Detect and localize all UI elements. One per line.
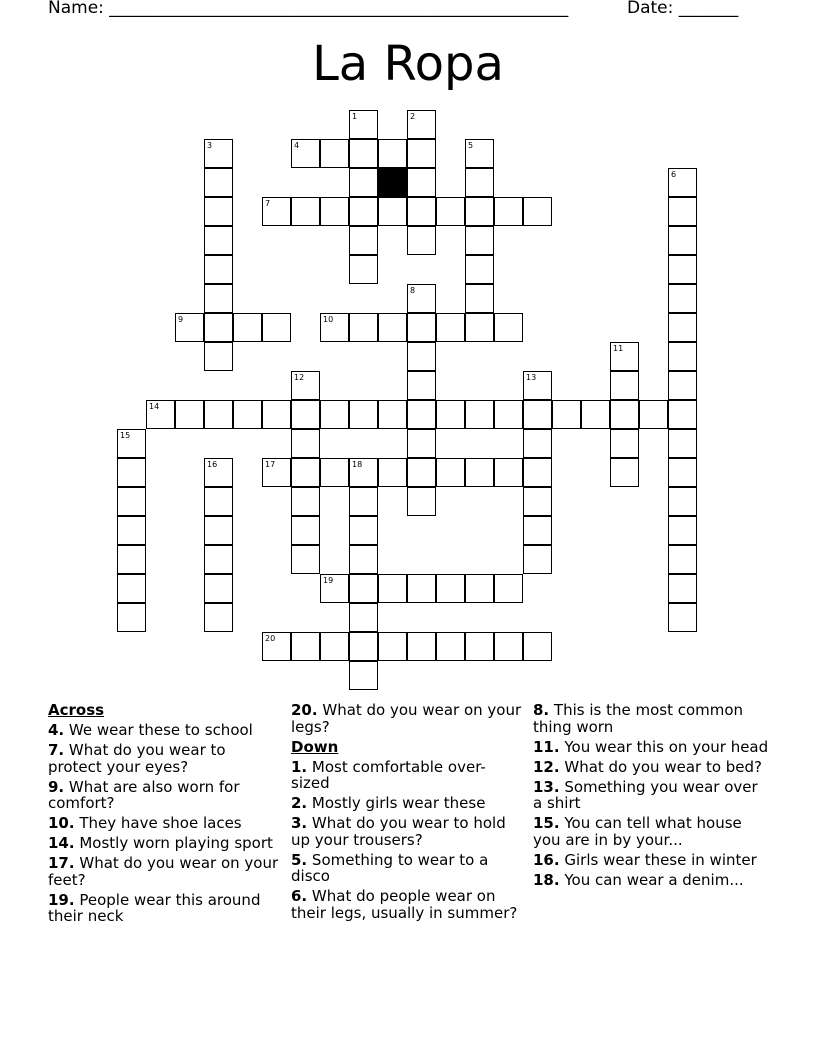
grid-cell[interactable]	[349, 661, 378, 690]
grid-cell[interactable]	[117, 574, 146, 603]
grid-cell[interactable]	[668, 516, 697, 545]
grid-cell[interactable]	[204, 255, 233, 284]
grid-cell[interactable]	[262, 458, 291, 487]
grid-cell[interactable]	[668, 168, 697, 197]
grid-cell[interactable]	[523, 632, 552, 661]
grid-cell[interactable]	[436, 574, 465, 603]
grid-cell[interactable]	[465, 284, 494, 313]
grid-cell[interactable]	[349, 574, 378, 603]
grid-cell[interactable]	[378, 458, 407, 487]
clue-number-18: 18	[352, 460, 363, 469]
grid-cell[interactable]	[117, 429, 146, 458]
grid-cell[interactable]	[349, 313, 378, 342]
grid-cell[interactable]	[204, 574, 233, 603]
clue-number-12: 12	[294, 373, 305, 382]
grid-cell[interactable]	[639, 400, 668, 429]
grid-cell[interactable]	[610, 400, 639, 429]
grid-cell[interactable]	[436, 632, 465, 661]
grid-cell[interactable]	[291, 632, 320, 661]
clue-number-3: 3	[207, 141, 213, 150]
grid-cell[interactable]	[465, 255, 494, 284]
page-title: La Ropa	[312, 36, 504, 92]
grid-cell[interactable]	[262, 400, 291, 429]
clues-column-2	[291, 702, 523, 925]
grid-cell[interactable]	[494, 458, 523, 487]
grid-cell[interactable]	[175, 313, 204, 342]
grid-cell[interactable]	[523, 429, 552, 458]
clue-number-7: 7	[265, 199, 271, 208]
grid-cell[interactable]	[465, 197, 494, 226]
grid-cell[interactable]	[291, 400, 320, 429]
grid-cell[interactable]	[204, 516, 233, 545]
grid-cell[interactable]	[668, 603, 697, 632]
grid-cell[interactable]	[233, 400, 262, 429]
grid-cell[interactable]	[262, 632, 291, 661]
grid-cell[interactable]	[262, 313, 291, 342]
clue-across-14: 14. Mostly worn playing sport	[48, 834, 273, 852]
grid-cell[interactable]	[494, 632, 523, 661]
grid-cell[interactable]	[465, 168, 494, 197]
grid-cell[interactable]	[436, 197, 465, 226]
grid-cell[interactable]	[668, 400, 697, 429]
grid-cell[interactable]	[465, 400, 494, 429]
grid-cell[interactable]	[668, 574, 697, 603]
clue-across-19: 19. People wear this around their neck	[48, 890, 261, 925]
across-heading: Across	[48, 701, 105, 719]
grid-cell[interactable]	[204, 458, 233, 487]
clue-down-6: 6. What do people wear on their legs, usually in summer?	[291, 887, 518, 922]
grid-cell[interactable]	[117, 458, 146, 487]
grid-cell[interactable]	[668, 371, 697, 400]
grid-cell[interactable]	[204, 603, 233, 632]
grid-cell[interactable]	[378, 139, 407, 168]
grid-cell[interactable]	[610, 342, 639, 371]
grid-cell[interactable]	[407, 458, 436, 487]
grid-cell[interactable]	[523, 487, 552, 516]
grid-cell[interactable]	[204, 197, 233, 226]
grid-cell[interactable]	[320, 458, 349, 487]
grid-cell[interactable]	[349, 603, 378, 632]
grid-cell[interactable]	[378, 197, 407, 226]
clue-down-16: 16. Girls wear these in winter	[533, 850, 757, 869]
grid-cell[interactable]	[581, 400, 610, 429]
grid-cell[interactable]	[204, 487, 233, 516]
grid-cell[interactable]	[349, 487, 378, 516]
grid-cell[interactable]	[610, 429, 639, 458]
clue-number-13: 13	[526, 373, 537, 382]
grid-cell[interactable]	[349, 545, 378, 574]
grid-cell[interactable]	[117, 603, 146, 632]
clue-down-18: 18. You can wear a denim...	[533, 870, 744, 889]
clue-across-10: 10. They have shoe laces	[48, 814, 242, 832]
clue-number-5: 5	[468, 141, 474, 150]
grid-block	[378, 168, 407, 197]
grid-cell[interactable]	[146, 400, 175, 429]
grid-cell[interactable]	[465, 458, 494, 487]
grid-cell[interactable]	[349, 168, 378, 197]
clue-number-4: 4	[294, 141, 300, 150]
grid-cell[interactable]	[523, 545, 552, 574]
grid-cell[interactable]	[494, 574, 523, 603]
clue-across-20: 20. What do you wear on your legs?	[291, 701, 522, 736]
grid-cell[interactable]	[204, 139, 233, 168]
date-field[interactable]: Date: _______	[627, 0, 739, 18]
grid-cell[interactable]	[668, 284, 697, 313]
clue-down-5: 5. Something to wear to a disco	[291, 850, 489, 885]
grid-cell[interactable]	[465, 313, 494, 342]
grid-cell[interactable]	[407, 139, 436, 168]
grid-cell[interactable]	[175, 400, 204, 429]
grid-cell[interactable]	[320, 632, 349, 661]
grid-cell[interactable]	[320, 139, 349, 168]
grid-cell[interactable]	[378, 313, 407, 342]
grid-cell[interactable]	[407, 313, 436, 342]
clue-number-14: 14	[149, 402, 160, 411]
clue-across-7: 7. What do you wear to protect your eyes?	[48, 741, 226, 776]
grid-cell[interactable]	[407, 371, 436, 400]
clue-number-11: 11	[613, 344, 624, 353]
clue-number-1: 1	[352, 112, 358, 121]
grid-cell[interactable]	[291, 458, 320, 487]
grid-cell[interactable]	[349, 400, 378, 429]
clue-number-2: 2	[410, 112, 416, 121]
grid-cell[interactable]	[465, 632, 494, 661]
grid-cell[interactable]	[465, 574, 494, 603]
grid-cell[interactable]	[436, 458, 465, 487]
grid-cell[interactable]	[233, 313, 262, 342]
clue-number-8: 8	[410, 286, 416, 295]
grid-cell[interactable]	[291, 429, 320, 458]
grid-cell[interactable]	[668, 313, 697, 342]
grid-cell[interactable]	[349, 110, 378, 139]
clue-across-17: 17. What do you wear on your feet?	[48, 854, 279, 889]
grid-cell[interactable]	[494, 197, 523, 226]
grid-cell[interactable]	[407, 226, 436, 255]
grid-cell[interactable]	[349, 632, 378, 661]
clue-across-4: 4. We wear these to school	[48, 721, 253, 739]
grid-cell[interactable]	[407, 110, 436, 139]
clues-column-1	[48, 702, 280, 928]
grid-cell[interactable]	[349, 255, 378, 284]
clue-number-15: 15	[120, 431, 131, 440]
grid-cell[interactable]	[668, 429, 697, 458]
grid-cell[interactable]	[378, 400, 407, 429]
name-field[interactable]: Name: ______________________________________________________	[48, 0, 569, 18]
grid-cell[interactable]	[204, 168, 233, 197]
grid-cell[interactable]	[407, 632, 436, 661]
clue-down-3: 3. What do you wear to hold up your trousers?	[291, 814, 506, 849]
clue-number-10: 10	[323, 315, 334, 324]
grid-cell[interactable]	[204, 545, 233, 574]
grid-cell[interactable]	[349, 139, 378, 168]
grid-cell[interactable]	[117, 516, 146, 545]
grid-cell[interactable]	[378, 632, 407, 661]
grid-cell[interactable]	[291, 139, 320, 168]
clue-down-2: 2. Mostly girls wear these	[291, 794, 486, 812]
clue-down-12: 12. What do you wear to bed?	[533, 757, 763, 776]
grid-cell[interactable]	[320, 574, 349, 603]
clue-down-15: 15. You can tell what house you are in by your...	[533, 814, 742, 849]
grid-cell[interactable]	[668, 487, 697, 516]
clue-down-1: 1. Most comfortable over-sized	[291, 757, 486, 792]
clue-down-13: 13. Something you wear over a shirt	[533, 777, 758, 812]
clue-down-11: 11. You wear this on your head	[533, 737, 769, 756]
grid-cell[interactable]	[117, 487, 146, 516]
grid-cell[interactable]	[204, 313, 233, 342]
grid-cell[interactable]	[291, 197, 320, 226]
grid-cell[interactable]	[291, 487, 320, 516]
grid-cell[interactable]	[117, 545, 146, 574]
grid-cell[interactable]	[668, 545, 697, 574]
grid-cell[interactable]	[465, 139, 494, 168]
clue-down-8: 8. This is the most common thing worn	[533, 701, 744, 736]
clue-across-9: 9. What are also worn for comfort?	[48, 777, 240, 812]
grid-cell[interactable]	[668, 226, 697, 255]
grid-cell[interactable]	[668, 255, 697, 284]
grid-cell[interactable]	[204, 226, 233, 255]
grid-cell[interactable]	[436, 400, 465, 429]
grid-cell[interactable]	[407, 284, 436, 313]
grid-cell[interactable]	[668, 458, 697, 487]
grid-cell[interactable]	[436, 313, 465, 342]
grid-cell[interactable]	[204, 284, 233, 313]
grid-cell[interactable]	[204, 342, 233, 371]
clues-column-3	[533, 702, 769, 892]
grid-cell[interactable]	[465, 226, 494, 255]
grid-cell[interactable]	[407, 168, 436, 197]
grid-cell[interactable]	[407, 400, 436, 429]
grid-cell[interactable]	[378, 574, 407, 603]
grid-cell[interactable]	[349, 458, 378, 487]
grid-cell[interactable]	[494, 400, 523, 429]
grid-cell[interactable]	[320, 313, 349, 342]
grid-cell[interactable]	[349, 516, 378, 545]
grid-cell[interactable]	[204, 400, 233, 429]
grid-cell[interactable]	[291, 516, 320, 545]
down-heading: Down	[291, 737, 339, 756]
grid-cell[interactable]	[407, 197, 436, 226]
grid-cell[interactable]	[407, 487, 436, 516]
grid-cell[interactable]	[262, 197, 291, 226]
grid-cell[interactable]	[523, 371, 552, 400]
grid-cell[interactable]	[407, 574, 436, 603]
grid-cell[interactable]	[320, 197, 349, 226]
grid-cell[interactable]	[610, 458, 639, 487]
clue-number-16: 16	[207, 460, 218, 469]
grid-cell[interactable]	[523, 516, 552, 545]
grid-cell[interactable]	[349, 226, 378, 255]
clue-number-6: 6	[671, 170, 677, 179]
grid-cell[interactable]	[552, 400, 581, 429]
grid-cell[interactable]	[407, 429, 436, 458]
grid-cell[interactable]	[668, 197, 697, 226]
grid-cell[interactable]	[668, 342, 697, 371]
clue-number-19: 19	[323, 576, 334, 585]
grid-cell[interactable]	[320, 400, 349, 429]
grid-cell[interactable]	[291, 371, 320, 400]
grid-cell[interactable]	[291, 545, 320, 574]
grid-cell[interactable]	[523, 197, 552, 226]
clue-number-20: 20	[265, 634, 276, 643]
grid-cell[interactable]	[407, 342, 436, 371]
grid-cell[interactable]	[494, 313, 523, 342]
grid-cell[interactable]	[523, 400, 552, 429]
grid-cell[interactable]	[523, 458, 552, 487]
grid-cell[interactable]	[610, 371, 639, 400]
grid-cell[interactable]	[349, 197, 378, 226]
clue-number-17: 17	[265, 460, 276, 469]
clue-number-9: 9	[178, 315, 184, 324]
